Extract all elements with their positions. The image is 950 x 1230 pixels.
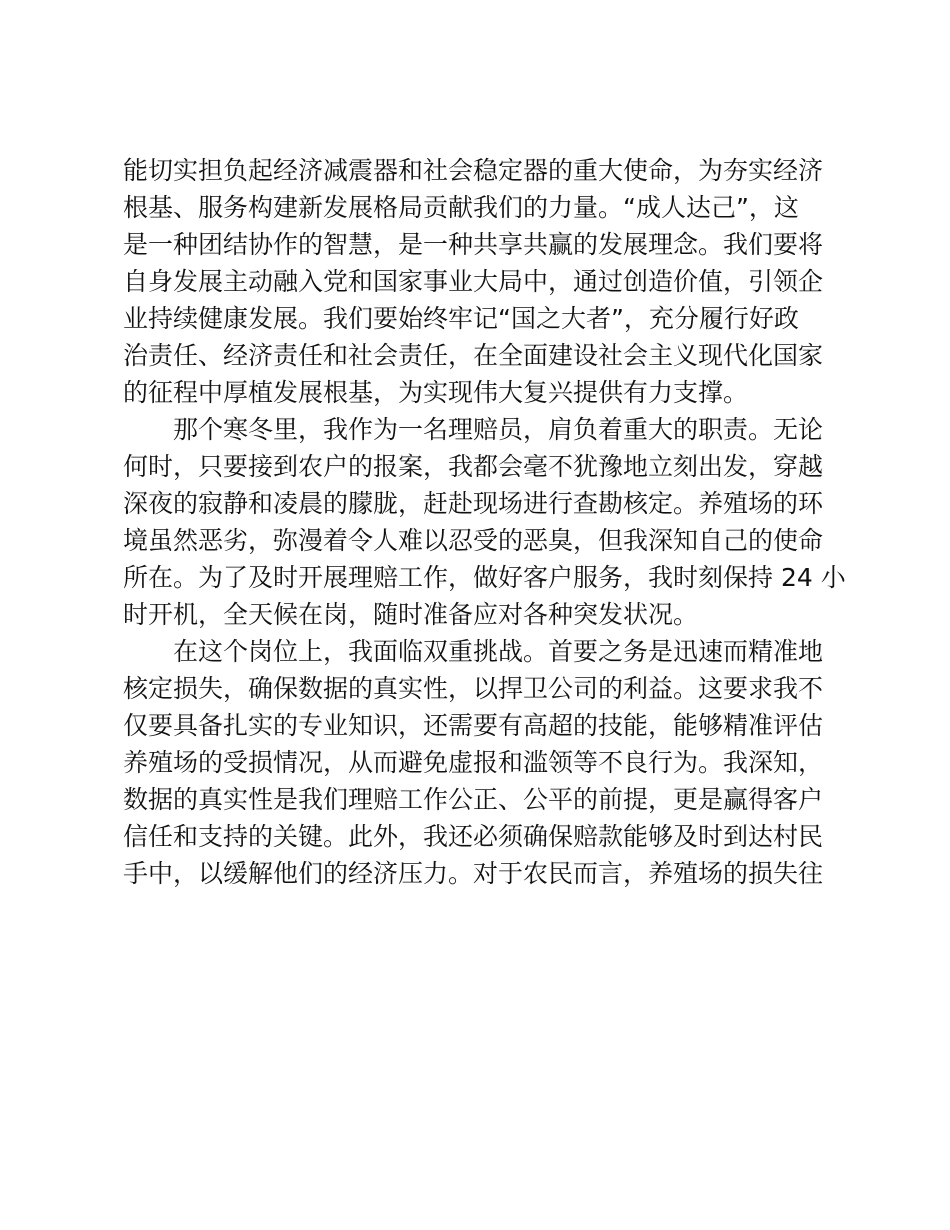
text-line: 的征程中厚植发展根基，为实现伟大复兴提供有力支撑。 [123, 378, 749, 407]
text-line: 业持续健康发展。我们要始终牢记“国之大者”，充分履行好政 [123, 304, 799, 333]
text-line: 自身发展主动融入党和国家事业大局中，通过创造价值，引领企 [123, 267, 824, 296]
text-line: 根基、服务构建新发展格局贡献我们的力量。“成人达己”，这 [123, 193, 799, 222]
text-line: 何时，只要接到农户的报案，我都会毫不犹豫地立刻出发，穿越 [123, 452, 824, 481]
text-line: 信任和支持的关键。此外，我还必须确保赔款能够及时到达村民 [123, 822, 824, 851]
text-line: 仅要具备扎实的专业知识，还需要有高超的技能，能够精准评估 [123, 711, 824, 740]
text-line: 所在。为了及时开展理赔工作，做好客户服务，我时刻保持 24 小 [123, 563, 846, 592]
text-line: 能切实担负起经济减震器和社会稳定器的重大使命，为夯实经济 [123, 156, 824, 185]
paragraph-first-line: 在这个岗位上，我面临双重挑战。首要之务是迅速而精准地 [173, 637, 824, 666]
text-line: 境虽然恶劣，弥漫着令人难以忍受的恶臭，但我深知自己的使命 [123, 526, 824, 555]
text-line: 时开机，全天候在岗，随时准备应对各种突发状况。 [123, 600, 699, 629]
text-line: 是一种团结协作的智慧，是一种共享共赢的发展理念。我们要将 [123, 230, 824, 259]
text-line: 核定损失，确保数据的真实性，以捍卫公司的利益。这要求我不 [123, 674, 824, 703]
paragraph-first-line: 那个寒冬里，我作为一名理赔员，肩负着重大的职责。无论 [173, 415, 824, 444]
document-body [123, 152, 846, 892]
text-line: 数据的真实性是我们理赔工作公正、公平的前提，更是赢得客户 [123, 785, 824, 814]
text-line: 手中，以缓解他们的经济压力。对于农民而言，养殖场的损失往 [123, 859, 824, 888]
text-line: 治责任、经济责任和社会责任，在全面建设社会主义现代化国家 [123, 341, 824, 370]
text-line: 深夜的寂静和凌晨的朦胧，赶赴现场进行查勘核定。养殖场的环 [123, 489, 824, 518]
text-line: 养殖场的受损情况，从而避免虚报和滥领等不良行为。我深知， [123, 748, 824, 777]
